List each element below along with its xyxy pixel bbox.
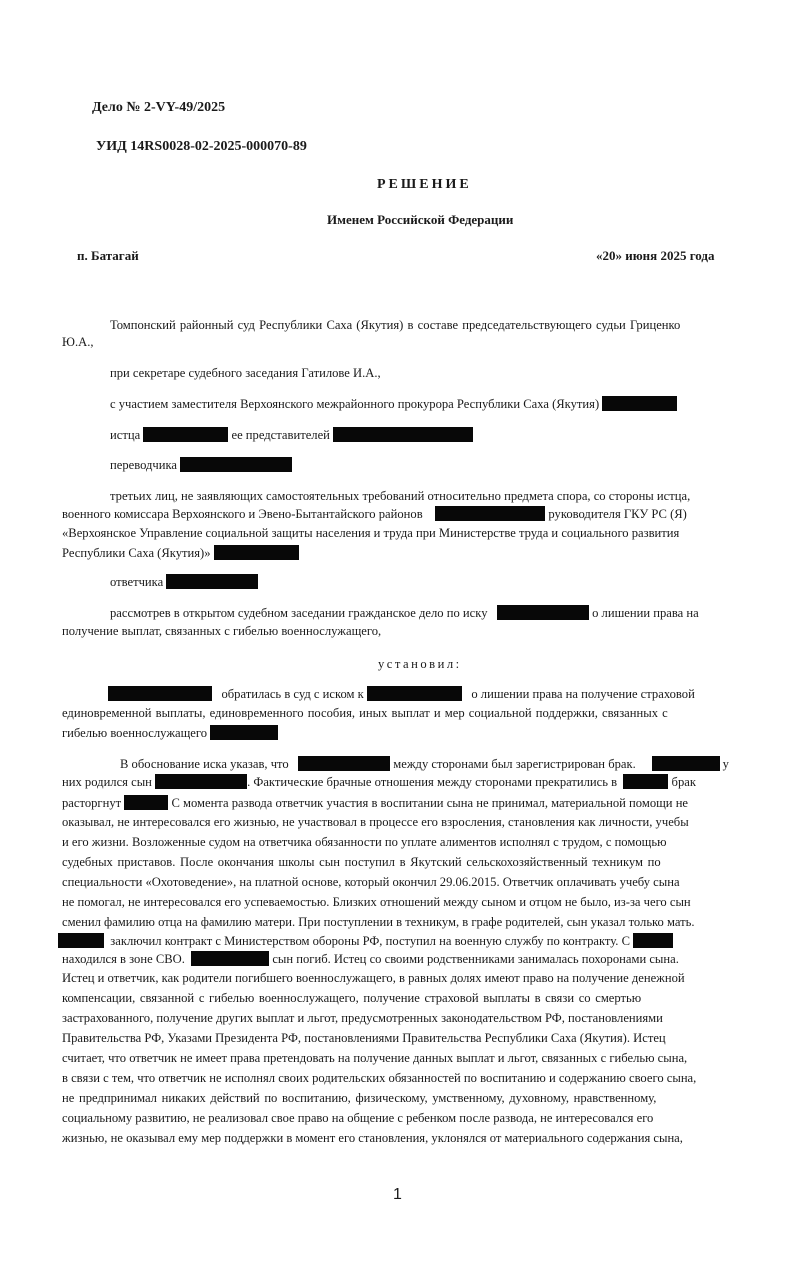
uid: УИД 14RS0028-02-2025-000070-89 [96,139,307,154]
body-p2-line12: Истец и ответчик, как родители погибшего военнослужащего, в равных долях имеют право на получение денежной [62,971,685,985]
redaction [652,756,720,771]
intro-third-parties-1: третьих лиц, не заявляющих самостоятельных требований относительно предмета спора, со стороны истца, [110,489,691,503]
document-subtitle: Именем Российской Федерации [327,212,514,227]
redaction [602,396,677,411]
body-p2-line8: не помогал, не интересовался его успеваемостью. Близких отношений между сыном и отцом не было, из-за чего сын [62,895,691,909]
body-p2-line1: В обоснование иска указав, что между сторонами был зарегистрирован брак. у [120,757,729,771]
body-p2-line4: оказывал, не интересовался его жизнью, не участвовал в процессе его взросления, становления как личности, учебы [62,815,689,829]
redaction [367,686,462,701]
date: «20» июня 2025 года [596,248,715,263]
redaction [623,774,668,789]
redaction [633,933,673,948]
body-p2-line16: считает, что ответчик не имеет права претендовать на получение данных выплат и льгот, связанных с гибелью сына, [62,1051,688,1065]
redaction [191,951,269,966]
body-p2-line19: социальному развитию, не реализовал свое право на общение с ребенком после развода, не интересовался его [62,1111,654,1125]
intro-translator: переводчика [110,457,292,473]
redaction [155,774,247,789]
redaction [180,457,292,472]
redaction [333,427,473,442]
body-p1-line3: гибелью военнослужащего [62,725,278,741]
intro-third-parties-2: военного комиссара Верхоянского и Эвено-Бытантайского районов руководителя ГКУ РС (Я) [62,507,687,521]
body-p2-line7: специальности «Охотоведение», на платной основе, который окончил 29.06.2015. Ответчик оплачивать учебу сына [62,875,680,889]
redaction [124,795,168,810]
body-p1-line1: обратилась в суд с иском к о лишении права на получение страховой [108,686,695,702]
intro-defendant: ответчика [110,574,258,590]
established-heading: установил: [378,657,462,671]
intro-considered-2: получение выплат, связанных с гибелью военнослужащего, [62,624,382,638]
redaction [497,605,589,620]
document-title: РЕШЕНИЕ [377,177,472,192]
body-p2-line14: застрахованного, получение других выплат и льгот, предусмотренных законодательством РФ, постановлениями [62,1011,663,1025]
body-p2-line3: расторгнут С момента развода ответчик участия в воспитании сына не принимал, материальной помощи не [62,796,689,810]
intro-prosecutor: с участием заместителя Верхоянского межрайонного прокурора Республики Саха (Якутия) [110,396,677,412]
redaction [214,545,299,560]
intro-third-parties-3: «Верхоянское Управление социальной защиты населения и труда при Министерстве труда и социального развития [62,526,680,540]
body-p2-line15: Правительства РФ, Указами Президента РФ, постановлениями Правительства Республики Саха (Якутия). Истец [62,1031,666,1045]
intro-court-line: Томпонский районный суд Республики Саха (Якутия) в составе председательствующего судьи Гриценко [110,318,681,332]
case-number: Дело № 2-VY-49/2025 [92,100,226,115]
body-p2-line6: судебных приставов. После окончания школы сын поступил в Якутский сельскохозяйственный техникум по [62,855,661,869]
intro-third-parties-4: Республики Саха (Якутия)» [62,545,299,561]
body-p2-line20: жизнью, не оказывал ему мер поддержки в момент его становления, уклонялся от материального содержания сына, [62,1131,683,1145]
body-p2-line11: находился в зоне СВО. сын погиб. Истец со своими родственниками занималась похоронами сына. [62,952,679,966]
body-p2-line13: компенсации, связанной с гибелью военнослужащего, получение страховой выплаты в связи со смертью [62,991,642,1005]
redaction [143,427,228,442]
body-p2-line18: не предпринимал никаких действий по воспитанию, физическому, умственному, духовному, нравственному, [62,1091,657,1105]
body-p1-line2: единовременной выплаты, единовременного пособия, иных выплат и мер социальной поддержки, связанных с [62,706,668,720]
intro-considered: рассмотрев в открытом судебном заседании гражданское дело по иску о лишении права на [110,606,699,620]
body-p2-line10: заключил контракт с Министерством обороны РФ, поступил на военную службу по контракту. С [58,933,673,949]
intro-court-line-end: Ю.А., [62,335,94,349]
redaction [298,756,390,771]
intro-secretary: при секретаре судебного заседания Гатилове И.А., [110,366,381,380]
place: п. Батагай [77,248,139,263]
body-p2-line2: них родился сын . Фактические брачные отношения между сторонами прекратились в брак [62,775,696,789]
body-p2-line17: в связи с тем, что ответчик не исполнял своих родительских обязанностей по воспитанию и содержанию своего сына, [62,1071,697,1085]
redaction [210,725,278,740]
intro-plaintiff: истца ее представителей [110,427,473,443]
body-p2-line5: и его жизни. Возложенные судом на ответчика обязанности по уплате алиментов исполнял с трудом, с помощью [62,835,667,849]
redaction [58,933,104,948]
redaction [108,686,212,701]
redaction [435,506,545,521]
redaction [166,574,258,589]
page-number: 1 [393,1186,402,1203]
body-p2-line9: сменил фамилию отца на фамилию матери. При поступлении в техникум, в графе родителей, сын указал только мать. [62,915,695,929]
